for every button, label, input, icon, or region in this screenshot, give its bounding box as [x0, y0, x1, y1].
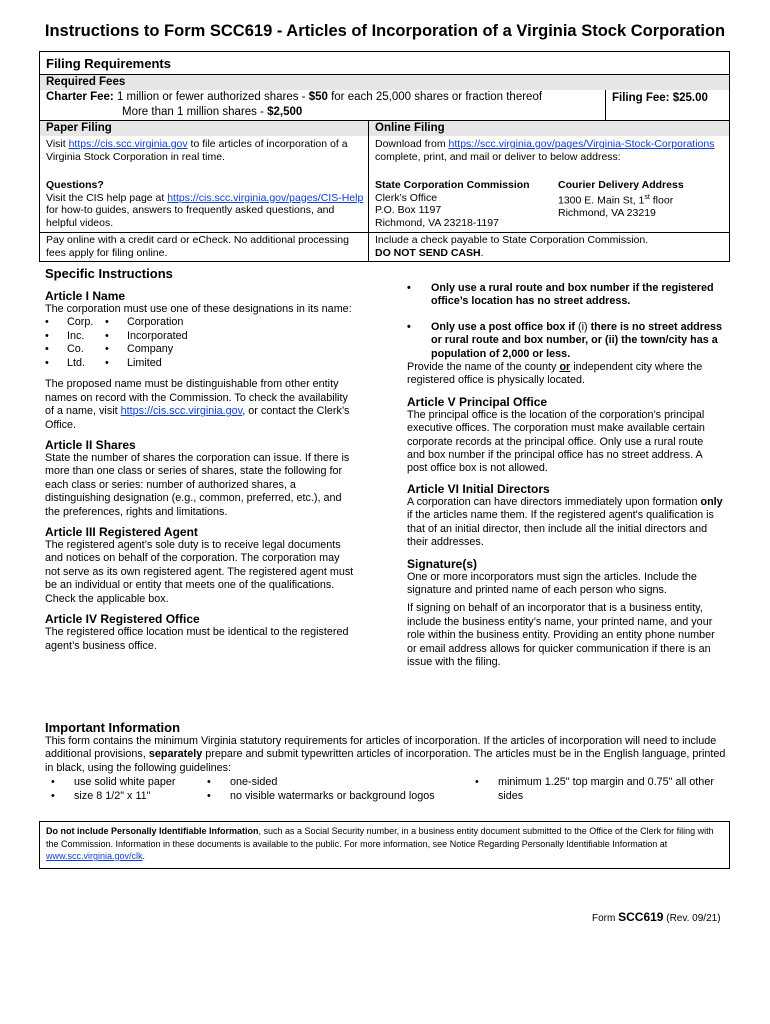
page-title: Instructions to Form SCC619 - Articles of Incorporation of a Virginia Stock Corporation [44, 22, 726, 40]
charter-fee-amount-small: $50 [308, 91, 328, 103]
signatures-text-2: If signing on behalf of an incorporator that is a business entity, include the business entity’s name, your printed name, and your role within the business entity. Providing an entity phone number or email address allows for quicker communication if there is an issue with the filing. [407, 602, 715, 668]
charter-fee-line2: More than 1 million shares - [122, 105, 268, 118]
charter-fee-line1-rest: for each 25,000 shares or fraction thereof [327, 91, 543, 103]
county-or: or [559, 361, 571, 374]
check-payable: Include a check payable to State Corporation Commission. [375, 234, 649, 246]
article-2-heading: Article II Shares [45, 438, 136, 453]
guideline: • size 8 1/2" x 11" [51, 790, 201, 803]
designation: • Corporation [105, 316, 188, 329]
name-availability-rest: , or contact the Clerk’s Office. [45, 405, 350, 431]
pii-notice-text: , such as a Social Security number, in a business entity document submitted to the Office of the Clerk for filing with the Commission. Information in these documents is available to the public. For more information, see Notice Regarding Personally Identifiable Information at [46, 826, 714, 849]
po-box-rest: there is no street address or rural route and box number, or (ii) the town/city has a population of 2,000 or less. [431, 320, 722, 360]
pay-online-text: Pay online with a credit card or eCheck. No additional processing fees apply for filing online. [46, 234, 349, 259]
paper-filing-heading: Paper Filing [40, 121, 368, 136]
designations-list [45, 316, 357, 372]
filing-fee: Filing Fee: $25.00 [612, 92, 708, 104]
article-6-text-b: if the articles name them. If the registered agent's qualification is that of an initial director, then include all the initial directors and their addresses. [407, 509, 714, 549]
important-separately: separately [148, 748, 203, 761]
designation: • Company [105, 343, 188, 356]
important-information [45, 720, 730, 806]
questions-text-rest: for how-to guides, answers to frequently asked questions, and helpful videos. [46, 204, 335, 229]
article-1-text: The corporation must use one of these designations in its name: [45, 303, 352, 315]
designation: • Limited [105, 357, 188, 370]
pii-notice-bold: Do not include Personally Identifiable Information [46, 826, 259, 836]
questions-heading: Questions? [46, 179, 104, 191]
specific-left-column [45, 266, 357, 653]
important-text-a: This form contains the minimum Virginia statutory requirements for articles of incorporation. If the articles of incorporation will need to include additional provisions, [45, 735, 717, 761]
article-4-text: The registered office location must be identical to the registered agent’s business office. [45, 626, 349, 652]
designation: • Incorporated [105, 330, 188, 343]
designation: • Inc. [45, 330, 93, 343]
county-text-b: independent city where the registered office is physically located. [407, 361, 703, 387]
courier-address [558, 179, 728, 219]
no-cash: DO NOT SEND CASH [375, 246, 481, 259]
form-footer [592, 910, 721, 924]
charter-fee-line1: 1 million or fewer authorized shares - [116, 91, 309, 103]
po-box-text: Only use a post office box if [431, 320, 578, 333]
scc-heading: State Corporation Commission [375, 179, 530, 191]
guideline: • no visible watermarks or background logos [207, 790, 457, 803]
article-2-text: State the number of shares the corporation can issue. If there is more than one class or series of shares, state the following for each class or series: number of authorized shares, a distinguishing designation (e.g., common, preferred, etc.), and the preferences, rights and limitations. [45, 452, 350, 518]
name-check-link[interactable]: https://cis.scc.virginia.gov [120, 405, 243, 418]
online-filing-heading: Online Filing [369, 121, 729, 136]
check-text [375, 234, 725, 259]
courier-line: 1300 E. Main St, 1 [558, 194, 645, 206]
pii-notice [39, 821, 730, 869]
specific-instructions-heading: Specific Instructions [45, 266, 173, 281]
article-4-heading: Article IV Registered Office [45, 612, 200, 627]
signatures-heading: Signature(s) [407, 556, 478, 571]
article-5-heading: Article V Principal Office [407, 394, 548, 409]
scc-line: P.O. Box 1197 [375, 204, 442, 216]
article-6-heading: Article VI Initial Directors [407, 481, 550, 496]
courier-line-rest: floor [649, 194, 674, 206]
signatures-text-1: One or more incorporators must sign the articles. Include the signature and printed name of each person who signs. [407, 570, 697, 596]
charter-fee-label: Charter Fee: [46, 91, 114, 103]
footer-revision: (Rev. 09/21) [663, 913, 721, 924]
article-3-text: The registered agent’s sole duty is to receive legal documents and notices on behalf of the corporation. The corporation may not serve as its own registered agent. The registered agent must be an individual or entity that meets one of the qualifications. Check the applicable box. [45, 539, 354, 605]
important-text-b: prepare and submit typewritten articles of incorporation. The articles must be in the English language, printed in black, using the following guidelines: [45, 748, 726, 774]
article-1-heading: Article I Name [45, 289, 126, 303]
article-3-heading: Article III Registered Agent [45, 525, 198, 540]
guidelines-list [45, 776, 730, 806]
charter-fee-amount-large: $2,500 [267, 105, 303, 118]
designation: • Co. [45, 343, 93, 356]
important-text [45, 735, 730, 775]
article-6-text [407, 496, 723, 550]
courier-heading: Courier Delivery Address [558, 179, 684, 191]
online-text: Download from [375, 138, 449, 150]
questions-block [46, 179, 364, 229]
specific-right-column [407, 282, 723, 669]
guideline: • use solid white paper [51, 776, 201, 789]
online-text-rest: complete, print, and mail or deliver to below address: [375, 150, 621, 163]
designation: • Ltd. [45, 357, 93, 370]
important-heading: Important Information [45, 720, 181, 735]
clerk-link[interactable]: www.scc.virginia.gov/clk [46, 851, 143, 861]
paper-text-rest: to file articles of incorporation of a Virginia Stock Corporation in real time. [46, 138, 348, 163]
required-fees-heading: Required Fees [40, 75, 729, 90]
po-box-bullet [407, 321, 723, 361]
article-5-text: The principal office is the location of the corporation’s principal executive offices. The corporation must make available certain corporate records at the principal office. Only use a rural route and box number if the principal office has no street address. A post office box is not allowed. [407, 408, 705, 475]
online-filing-text [375, 138, 725, 163]
cis-link[interactable]: https://cis.scc.virginia.gov [68, 138, 188, 150]
filing-requirements-heading: Filing Requirements [46, 56, 171, 71]
article-1-text-2 [45, 378, 357, 432]
county-text-a: Provide the name of the county [407, 361, 560, 374]
article-6-only: only [700, 495, 723, 508]
name-availability-text: The proposed name must be distinguishable from other entity names on record with the Commission. To check the availability of a name, visit [45, 378, 348, 418]
scc-line: Richmond, VA 23218-1197 [375, 216, 499, 229]
courier-line: Richmond, VA 23219 [558, 206, 656, 219]
scc-address [375, 179, 555, 229]
guideline: • minimum 1.25" top margin and 0.75" all other sides [475, 776, 715, 803]
footer-form-number: SCC619 [618, 910, 664, 924]
county-text [407, 361, 723, 388]
no-cash-period: . [480, 246, 484, 259]
paper-filing-text [46, 138, 364, 163]
scc-line: Clerk’s Office [375, 191, 438, 204]
questions-text: Visit the CIS help page at [46, 191, 168, 204]
paper-text: Visit [46, 138, 69, 150]
pii-notice-end: . [142, 851, 146, 861]
guideline: • one-sided [207, 776, 457, 789]
stock-corporations-link[interactable]: https://scc.virginia.gov/pages/Virginia-Stock-Corporations [448, 138, 715, 150]
filing-requirements-box [39, 51, 730, 262]
rural-route-bullet: • Only use a rural route and box number if the registered office’s location has no street address. [407, 282, 723, 309]
cis-help-link[interactable]: https://cis.scc.virginia.gov/pages/CIS-Help [167, 191, 364, 204]
po-box-i: (i) [577, 320, 588, 333]
designation: • Corp. [45, 316, 93, 329]
footer-form: Form [592, 913, 619, 924]
courier-sup: st [644, 193, 650, 201]
article-6-text-a: A corporation can have directors immediately upon formation [407, 495, 701, 508]
